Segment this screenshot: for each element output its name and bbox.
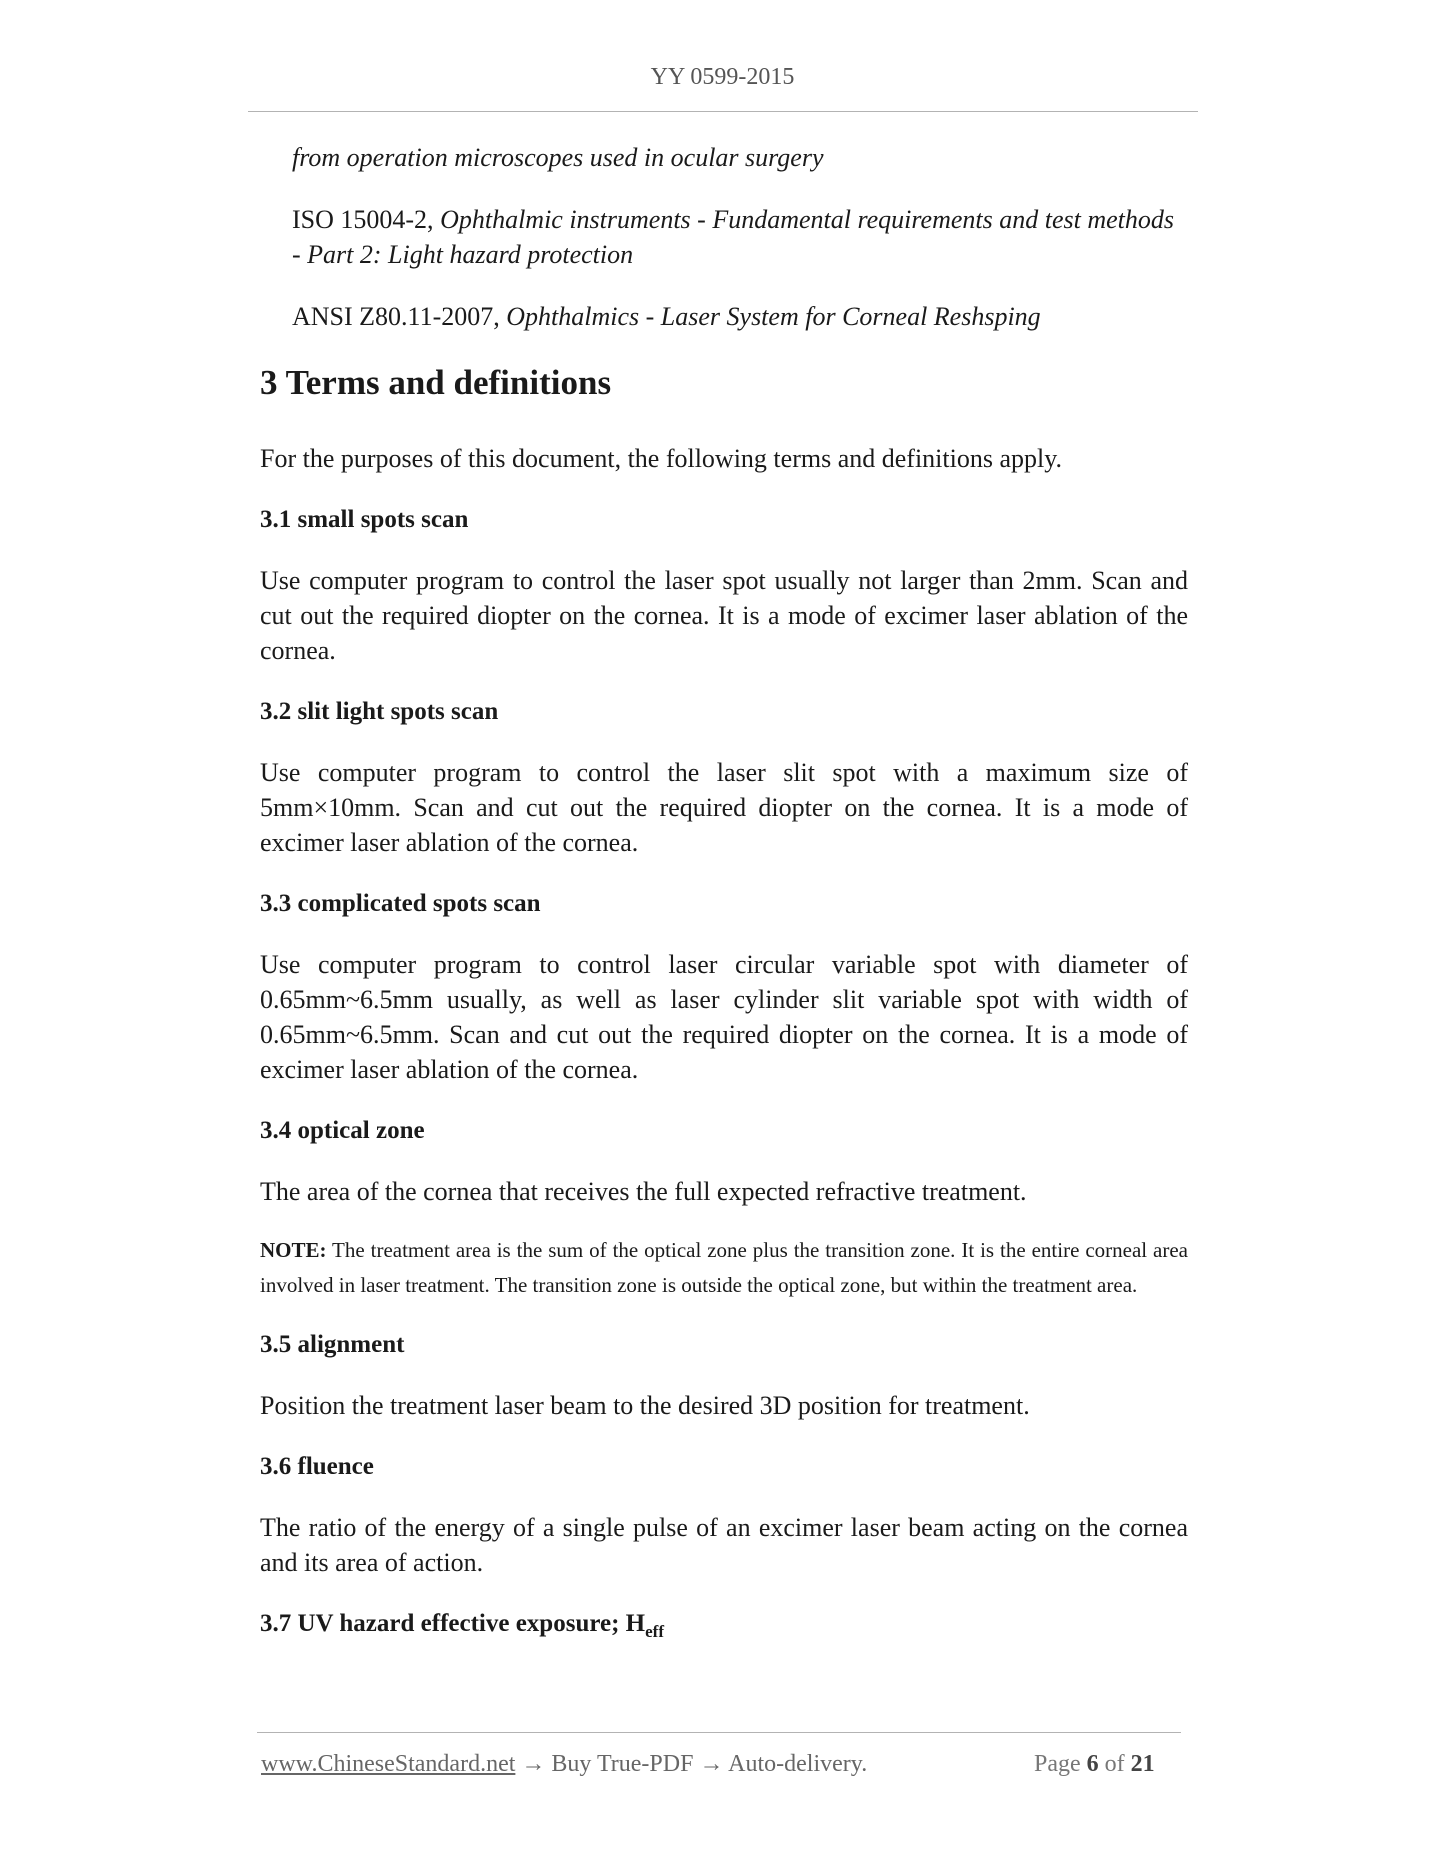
reference-continuation (292, 140, 1188, 175)
reference-ansi-z80 (292, 299, 1188, 334)
term-heading-3-4: 3.4 optical zone (260, 1117, 425, 1144)
term-note-3-4 (260, 1233, 1188, 1303)
arrow-right-icon: → (521, 1751, 546, 1777)
reference-title: Ophthalmic instruments - Fundamental requirements and test methods - Part 2: Light hazard protection (292, 205, 1175, 269)
buy-pdf-text: Buy True-PDF (551, 1751, 694, 1777)
term-definition-3-3: Use computer program to control laser circular variable spot with diameter of 0.65mm~6.5mm usually, as well as laser cylinder slit variable spot with width of 0.65mm~6.5mm. Scan and cut out the required diopter on the cornea. It is a mode of excimer laser ablation of the cornea. (260, 950, 1188, 1084)
term-heading-subscript: eff (645, 1622, 664, 1641)
term-heading-3-2: 3.2 slit light spots scan (260, 698, 499, 725)
of-label: of (1104, 1751, 1125, 1777)
term-heading-text: 3.7 UV hazard effective exposure; H (260, 1610, 646, 1637)
page-indicator (1034, 1751, 1155, 1778)
reference-code: ANSI Z80.11-2007, (292, 302, 507, 331)
term-definition-3-1: Use computer program to control the laser spot usually not larger than 2mm. Scan and cut out the required diopter on the cornea. It is a mode of excimer laser ablation of the cornea. (260, 566, 1188, 665)
reference-title: from operation microscopes used in ocular surgery (292, 143, 824, 172)
term-heading-3-3: 3.3 complicated spots scan (260, 890, 541, 917)
page-total: 21 (1130, 1751, 1155, 1777)
term-definition-3-5: Position the treatment laser beam to the desired 3D position for treatment. (260, 1391, 1030, 1420)
note-text: The treatment area is the sum of the optical zone plus the transition zone. It is the entire corneal area involved in laser treatment. The transition zone is outside the optical zone, but within the treatment area. (260, 1238, 1188, 1297)
footer-promo (261, 1751, 867, 1778)
auto-delivery-text: Auto-delivery. (728, 1751, 868, 1777)
arrow-right-icon: → (699, 1751, 724, 1777)
reference-title: Ophthalmics - Laser System for Corneal Reshsping (506, 302, 1041, 331)
term-heading-3-5: 3.5 alignment (260, 1331, 405, 1358)
section-heading: 3 Terms and definitions (260, 363, 612, 402)
term-definition-3-6: The ratio of the energy of a single pulse of an excimer laser beam acting on the cornea and its area of action. (260, 1513, 1188, 1577)
term-heading-3-7 (260, 1606, 1188, 1649)
page-number: 6 (1086, 1751, 1099, 1777)
section-intro: For the purposes of this document, the following terms and definitions apply. (260, 444, 1063, 473)
term-definition-3-2: Use computer program to control the laser slit spot with a maximum size of 5mm×10mm. Scan and cut out the required diopter on the cornea. It is a mode of excimer laser ablation of the cornea. (260, 758, 1188, 857)
reference-iso-15004-2 (292, 202, 1188, 272)
website-link[interactable]: www.ChineseStandard.net (261, 1751, 516, 1777)
header-divider (248, 111, 1198, 112)
note-label: NOTE: (260, 1238, 327, 1262)
document-code-header: YY 0599-2015 (650, 64, 795, 90)
term-heading-3-1: 3.1 small spots scan (260, 506, 469, 533)
footer-divider (257, 1732, 1181, 1733)
page-content (260, 140, 1188, 1675)
term-definition-3-4: The area of the cornea that receives the full expected refractive treatment. (260, 1177, 1027, 1206)
page-label: Page (1034, 1751, 1081, 1777)
reference-code: ISO 15004-2, (292, 205, 441, 234)
term-heading-3-6: 3.6 fluence (260, 1453, 374, 1480)
